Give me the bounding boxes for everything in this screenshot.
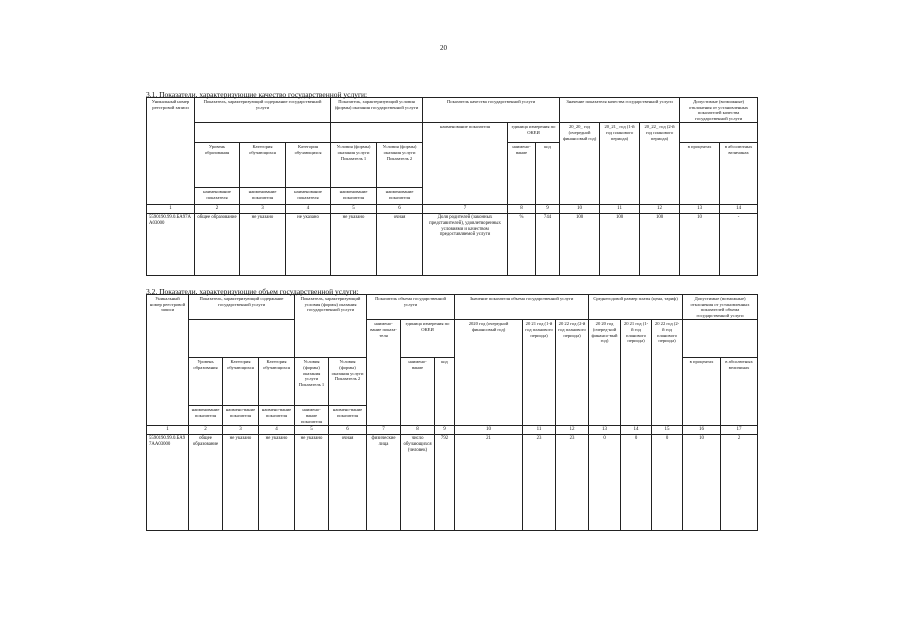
col-number: 1 bbox=[147, 205, 195, 214]
section-3-1-title: 3.1. Показатели, характеризующие качество государственной услуги: bbox=[146, 90, 368, 99]
header-in-percent: в процентах bbox=[680, 143, 720, 205]
header-category-1: Категория обучающихся bbox=[240, 143, 286, 188]
header-unit-okei: единица измерения по ОКЕИ bbox=[401, 320, 455, 358]
header-unit-okei: единица измерения по ОКЕИ bbox=[508, 123, 560, 143]
cell-level: общее образование bbox=[195, 214, 240, 276]
header-unit-name: наимено-вание bbox=[508, 143, 536, 205]
cell-level: общее образование bbox=[189, 435, 223, 531]
section-3-2-title: 3.2. Показатели, характеризующие объем государственной услуги: bbox=[146, 287, 359, 296]
cell-unit-name: число обучающихся (человек) bbox=[401, 435, 435, 531]
quality-indicators-table-body bbox=[146, 97, 758, 276]
cell-deviation-percent: 10 bbox=[680, 214, 720, 276]
col-number: 10 bbox=[455, 426, 523, 435]
volume-indicators-table bbox=[146, 294, 758, 531]
col-number: 3 bbox=[223, 426, 259, 435]
col-number: 10 bbox=[560, 205, 600, 214]
col-number: 7 bbox=[423, 205, 508, 214]
header-condition-1: Условия (формы) оказания услуги Показатель 1 bbox=[295, 358, 329, 406]
col-number: 8 bbox=[508, 205, 536, 214]
cell-condition-1: не указано bbox=[331, 214, 377, 276]
sub-indicator-name-5: наименование показателя bbox=[377, 188, 423, 205]
sub-indicator-name-5: наимено-вание показателя bbox=[329, 406, 367, 426]
col-number: 4 bbox=[286, 205, 331, 214]
header-volume-year-3: 20 22 год (2-й год планового периода) bbox=[556, 320, 589, 426]
col-number: 6 bbox=[329, 426, 367, 435]
header-condition-1: Условия (формы) оказания услуги Показатель 1 bbox=[331, 143, 377, 188]
header-quality-value: Значение показателя качества государственной услуги bbox=[560, 98, 680, 123]
header-in-absolute: в абсолютных величинах bbox=[721, 358, 758, 426]
header-category-2: Категория обучающихся bbox=[259, 358, 295, 406]
header-level: Уровень образования bbox=[189, 358, 223, 406]
header-level: Уровень образования bbox=[195, 143, 240, 188]
col-number: 3 bbox=[240, 205, 286, 214]
header-price-year-1: 20 20 год (очеред-ной финансо-вый год) bbox=[589, 320, 621, 426]
col-number: 1 bbox=[147, 426, 189, 435]
header-in-absolute: в абсолютных величинах bbox=[720, 143, 758, 205]
col-number: 2 bbox=[189, 426, 223, 435]
col-number: 16 bbox=[683, 426, 721, 435]
header-unique-number: Уникальный номер реестровой записи bbox=[147, 98, 195, 205]
cell-condition-2: очная bbox=[329, 435, 367, 531]
cell-condition-1: не указано bbox=[295, 435, 329, 531]
col-number: 13 bbox=[680, 205, 720, 214]
sub-indicator-name-1: наименование показателя bbox=[189, 406, 223, 426]
sub-indicator-name-3: наименование показателя bbox=[286, 188, 331, 205]
cell-deviation-percent: 10 bbox=[683, 435, 721, 531]
col-number: 15 bbox=[652, 426, 683, 435]
col-number: 9 bbox=[536, 205, 560, 214]
col-number: 4 bbox=[259, 426, 295, 435]
cell-unique-number: 5590190.99.0.БА97АА03000 bbox=[147, 435, 189, 531]
cell-volume-year-2: 23 bbox=[523, 435, 556, 531]
sub-indicator-name-1: наименование показателя bbox=[195, 188, 240, 205]
cell-unit-name: % bbox=[508, 214, 536, 276]
header-year-1: 20_20_ год (очередной финансовый год) bbox=[560, 123, 600, 205]
cell-indicator-name: Доля родителей (законных представителей), удовлетворенных условиями и качеством предоставляемой услуги bbox=[423, 214, 508, 276]
cell-category-1: не указано bbox=[223, 435, 259, 531]
header-condition-2: Условия (формы) оказания услуги Показатель 2 bbox=[377, 143, 423, 188]
cell-deviation-absolute: - bbox=[720, 214, 758, 276]
cell-price-year-2: 0 bbox=[621, 435, 652, 531]
col-number: 7 bbox=[367, 426, 401, 435]
header-price-year-2: 20 21 год (1-й год планового периода) bbox=[621, 320, 652, 426]
cell-unique-number: 5590190.99.0.БА97АА03000 bbox=[147, 214, 195, 276]
sub-indicator-name-2: наименование показателя bbox=[240, 188, 286, 205]
sub-indicator-name-2: наимено-вание показателя bbox=[223, 406, 259, 426]
cell-value-year-2: 100 bbox=[600, 214, 640, 276]
header-in-percent: в процентах bbox=[683, 358, 721, 426]
cell-price-year-3: 0 bbox=[652, 435, 683, 531]
col-number: 5 bbox=[331, 205, 377, 214]
cell-price-year-1: 0 bbox=[589, 435, 621, 531]
col-number: 13 bbox=[589, 426, 621, 435]
table-row bbox=[147, 214, 758, 276]
header-conditions-indicator: Показатель, характеризующий условия (формы) оказания государственной услуги bbox=[331, 98, 423, 123]
header-quality-indicator: Показатель качества государственной услуги bbox=[423, 98, 560, 123]
cell-value-year-1: 100 bbox=[560, 214, 600, 276]
table-row bbox=[147, 435, 758, 531]
column-numbers-row bbox=[147, 205, 758, 214]
cell-volume-year-3: 23 bbox=[556, 435, 589, 531]
header-volume-value: Значение показателя объема государственной услуги bbox=[455, 295, 589, 320]
col-number: 14 bbox=[720, 205, 758, 214]
cell-category-2: не указано bbox=[286, 214, 331, 276]
header-unit-name: наимено-вание bbox=[401, 358, 435, 426]
header-deviations: Допустимые (возможные) отклонения от установленных показателей объема государственной услуги bbox=[683, 295, 758, 320]
cell-volume-year-1: 21 bbox=[455, 435, 523, 531]
cell-category-2: не указано bbox=[259, 435, 295, 531]
col-number: 12 bbox=[556, 426, 589, 435]
header-volume-year-2: 20 21 год (1-й год планового периода) bbox=[523, 320, 556, 426]
cell-unit-code: 792 bbox=[435, 435, 455, 531]
col-number: 11 bbox=[600, 205, 640, 214]
header-unique-number: Уникальный номер реестровой записи bbox=[147, 295, 189, 426]
col-number: 11 bbox=[523, 426, 556, 435]
col-number: 17 bbox=[721, 426, 758, 435]
header-indicator-name: наименование показателя bbox=[423, 123, 508, 205]
col-number: 6 bbox=[377, 205, 423, 214]
page-number: 20 bbox=[440, 44, 447, 52]
col-number: 2 bbox=[195, 205, 240, 214]
sub-indicator-name-3: наимено-вание показателя bbox=[259, 406, 295, 426]
header-conditions-indicator: Показатель, характеризующий условия (формы) оказания государственной услуги bbox=[295, 295, 367, 358]
cell-deviation-absolute: 2 bbox=[721, 435, 758, 531]
cell-unit-code: 744 bbox=[536, 214, 560, 276]
header-condition-2: Условия (формы) оказания услуги Показатель 2 bbox=[329, 358, 367, 406]
col-number: 5 bbox=[295, 426, 329, 435]
header-volume-year-1: 2020 год (очередной финансовый год) bbox=[455, 320, 523, 426]
header-unit-code: код bbox=[435, 358, 455, 426]
col-number: 12 bbox=[640, 205, 680, 214]
header-unit-code: код bbox=[536, 143, 560, 205]
cell-condition-2: очная bbox=[377, 214, 423, 276]
header-content-indicator: Показатель, характеризующий содержание государственной услуги bbox=[189, 295, 295, 320]
header-avg-price: Среднегодовой размер платы (цена, тариф) bbox=[589, 295, 683, 320]
col-number: 9 bbox=[435, 426, 455, 435]
cell-indicator-name: физические лица bbox=[367, 435, 401, 531]
cell-category-1: не указано bbox=[240, 214, 286, 276]
column-numbers-row bbox=[147, 426, 758, 435]
header-price-year-3: 20 22 год (2-й год планового периода) bbox=[652, 320, 683, 426]
header-category-1: Категория обучающихся bbox=[223, 358, 259, 406]
cell-value-year-3: 100 bbox=[640, 214, 680, 276]
header-category-2: Категория обучающихся bbox=[286, 143, 331, 188]
col-number: 8 bbox=[401, 426, 435, 435]
sub-indicator-name-4: наименование показателя bbox=[331, 188, 377, 205]
col-number: 14 bbox=[621, 426, 652, 435]
header-indicator-name: наимено-вание показа-теля bbox=[367, 320, 401, 426]
header-content-indicator: Показатель, характеризующий содержание государственной услуги bbox=[195, 98, 331, 123]
header-volume-indicator: Показатель объема государственной услуги bbox=[367, 295, 455, 320]
header-deviations: Допустимые (возможные) отклонения от установленных показателей качества государственной услуги bbox=[680, 98, 758, 123]
header-year-3: 20_22_ год (2-й год планового периода) bbox=[640, 123, 680, 205]
header-year-2: 20_21_ год (1-й год планового периода) bbox=[600, 123, 640, 205]
sub-indicator-name-4: наимено-вание показателя bbox=[295, 406, 329, 426]
